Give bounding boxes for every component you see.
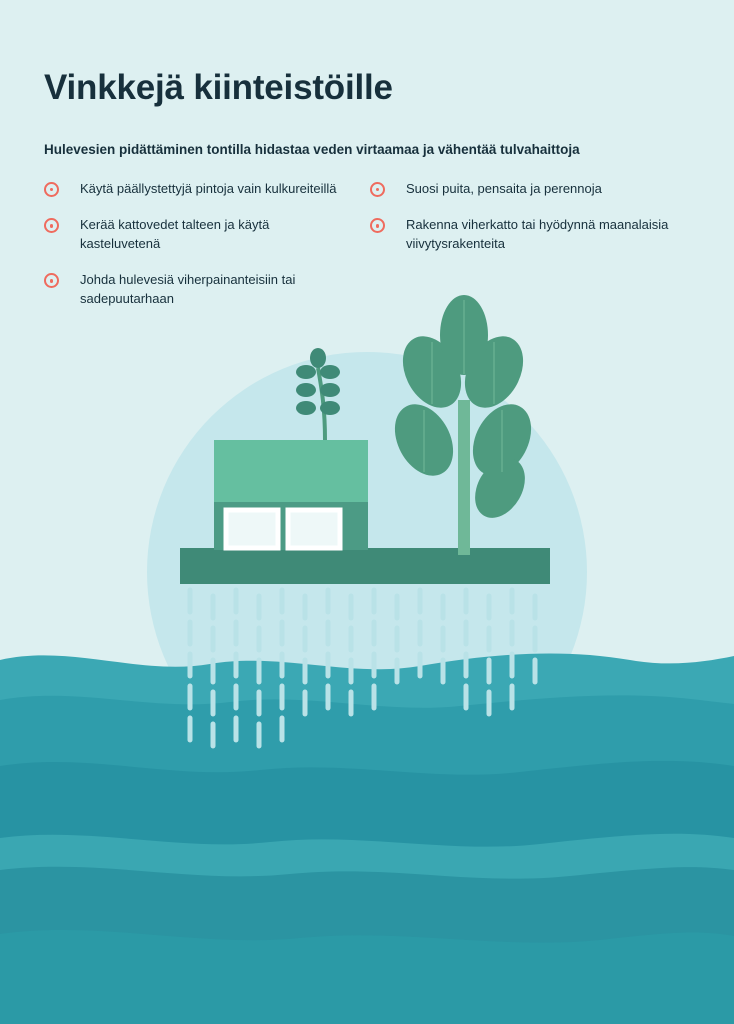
list-item-label: Kerää kattovedet talteen ja käytä kasteluvetenä (80, 217, 270, 251)
list-item (370, 216, 670, 253)
list-item-label: Johda hulevesiä viherpainanteisiin tai sadepuutarhaan (80, 272, 296, 306)
bullet-dot-icon (370, 182, 385, 197)
list-item (44, 180, 344, 198)
list-item (44, 216, 344, 253)
bullet-dot-icon (44, 182, 59, 197)
bullet-dot-icon (44, 273, 59, 288)
bullet-list-right (370, 180, 670, 271)
water-layers (0, 650, 734, 1024)
tree (383, 295, 543, 555)
house (214, 440, 368, 550)
green-roof-sapling (296, 348, 340, 440)
bullet-list-left (44, 180, 344, 326)
list-item-label: Rakenna viherkatto tai hyödynnä maanalaisia viivytysrakenteita (406, 217, 669, 251)
ground-strip (180, 548, 550, 584)
list-item (370, 180, 670, 198)
page-subtitle: Hulevesien pidättäminen tontilla hidastaa veden virtaamaa ja vähentää tulvahaittoja (44, 142, 580, 157)
bullet-dot-icon (370, 218, 385, 233)
bullet-dot-icon (44, 218, 59, 233)
list-item (44, 271, 344, 308)
page-title: Vinkkejä kiinteistöille (44, 68, 393, 107)
list-item-label: Käytä päällystettyjä pintoja vain kulkureiteillä (80, 181, 337, 196)
list-item-label: Suosi puita, pensaita ja perennoja (406, 181, 602, 196)
